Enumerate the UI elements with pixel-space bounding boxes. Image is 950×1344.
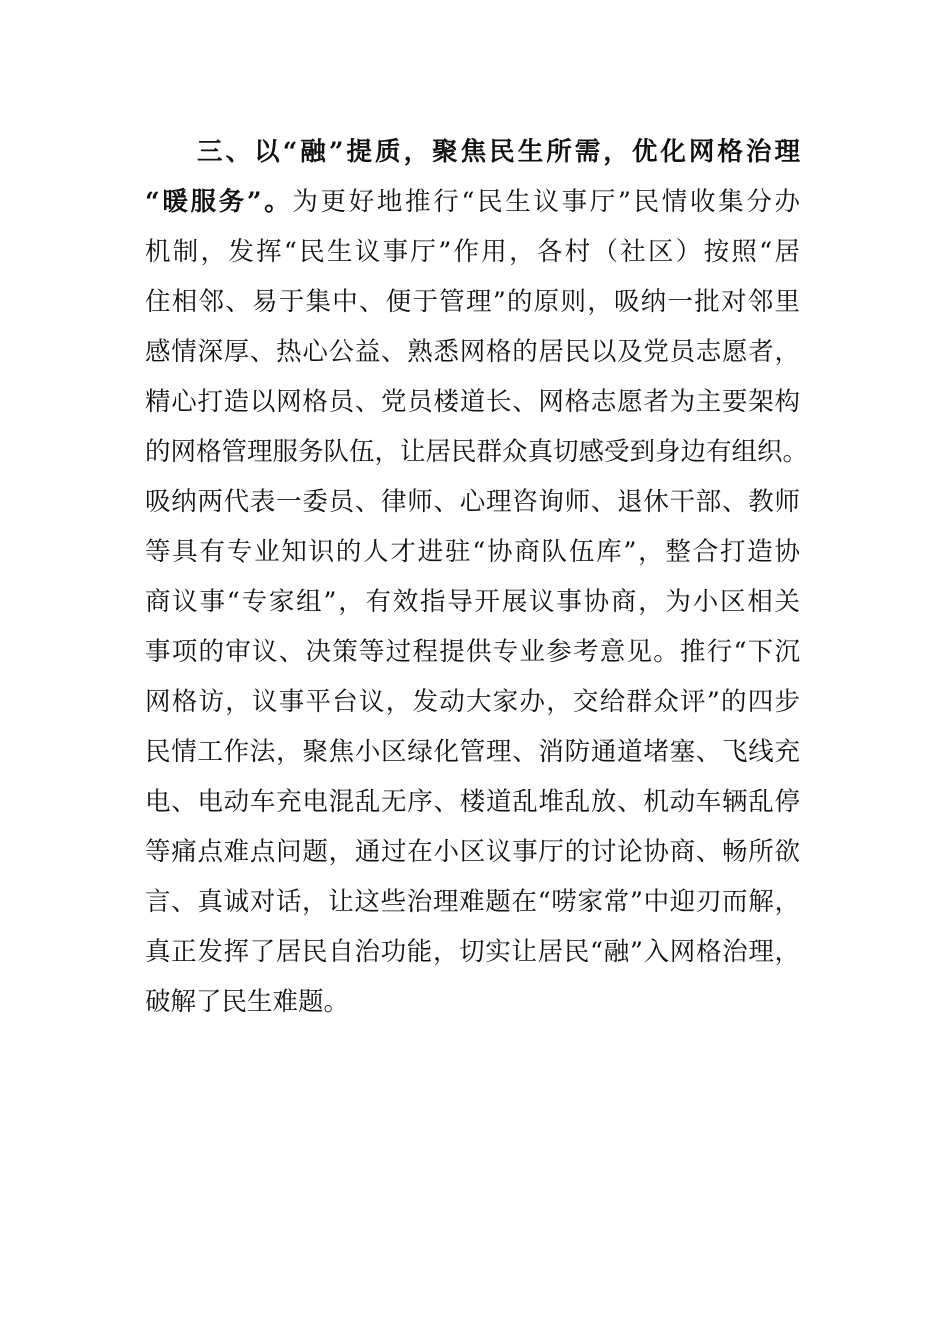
document-body	[145, 127, 809, 1027]
paragraph-line: 的网格管理服务队伍，让居民群众真切感受到身边有组织。	[145, 437, 809, 467]
paragraph-line: 网格访，议事平台议，发动大家办，交给群众评”的四步	[145, 687, 800, 717]
paragraph-line: 吸纳两代表一委员、律师、心理咨询师、退休干部、教师	[145, 487, 800, 517]
heading-continuation: “暖服务”。	[145, 187, 293, 217]
paragraph-line: 等具有专业知识的人才进驻“协商队伍库”，整合打造协	[145, 537, 800, 567]
paragraph-line: 机制，发挥“民生议事厅”作用，各村（社区）按照“居	[145, 237, 800, 267]
section-heading: 三、以“融”提质，聚焦民生所需，优化网格治理	[197, 137, 800, 167]
paragraph-line: 商议事“专家组”，有效指导开展议事协商，为小区相关	[145, 587, 800, 617]
paragraph-line: 感情深厚、热心公益、熟悉网格的居民以及党员志愿者，	[145, 337, 800, 367]
paragraph-line: 电、电动车充电混乱无序、楼道乱堆乱放、机动车辆乱停	[145, 787, 800, 817]
paragraph-text: 为更好地推行“民生议事厅”民情收集分办	[292, 187, 800, 217]
paragraph-line: 民情工作法，聚焦小区绿化管理、消防通道堵塞、飞线充	[145, 737, 800, 767]
paragraph-line: 言、真诚对话，让这些治理难题在“唠家常”中迎刃而解，	[145, 887, 800, 917]
paragraph-line: 破解了民生难题。	[145, 987, 350, 1017]
paragraph-line: 精心打造以网格员、党员楼道长、网格志愿者为主要架构	[145, 387, 800, 417]
paragraph-line: 等痛点难点问题，通过在小区议事厅的讨论协商、畅所欲	[145, 837, 800, 867]
paragraph-line	[145, 177, 800, 227]
paragraph-line: 住相邻、易于集中、便于管理”的原则，吸纳一批对邻里	[145, 287, 800, 317]
paragraph-line: 事项的审议、决策等过程提供专业参考意见。推行“下沉	[145, 637, 800, 667]
paragraph-line: 真正发挥了居民自治功能，切实让居民“融”入网格治理，	[145, 937, 800, 967]
